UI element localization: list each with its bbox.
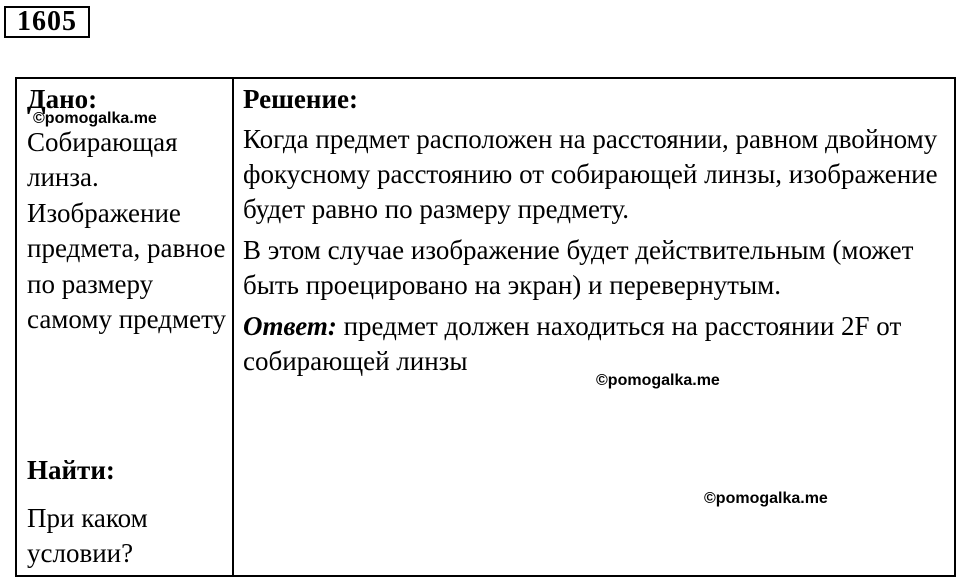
solution-paragraph-2: В этом случае изображение будет действительным (может быть проецировано на экран) и перевернутым. bbox=[243, 235, 914, 300]
given-heading: Дано: bbox=[27, 84, 98, 114]
answer bbox=[243, 309, 948, 379]
find-heading: Найти: bbox=[27, 455, 115, 485]
task-number: 1605 bbox=[4, 6, 90, 38]
solution-paragraph-1: Когда предмет расположен на расстоянии, равном двойному фокусному расстоянию от собирающей линзы, изображение будет равно по размеру предмету. bbox=[243, 124, 938, 224]
watermark: ©pomogalka.me bbox=[596, 372, 720, 389]
solution-heading: Решение: bbox=[243, 84, 358, 114]
watermark: ©pomogalka.me bbox=[33, 110, 157, 127]
given-text: Собирающая линза. Изображение предмета, равное по размеру самому предмету bbox=[27, 126, 227, 334]
answer-label: Ответ: bbox=[243, 311, 337, 341]
find-text: При каком условии? bbox=[27, 503, 148, 568]
watermark: ©pomogalka.me bbox=[704, 490, 828, 507]
answer-text: предмет должен находиться на расстоянии 2F от собирающей линзы bbox=[243, 311, 902, 376]
column-divider bbox=[232, 77, 234, 577]
solution-column bbox=[243, 82, 948, 379]
